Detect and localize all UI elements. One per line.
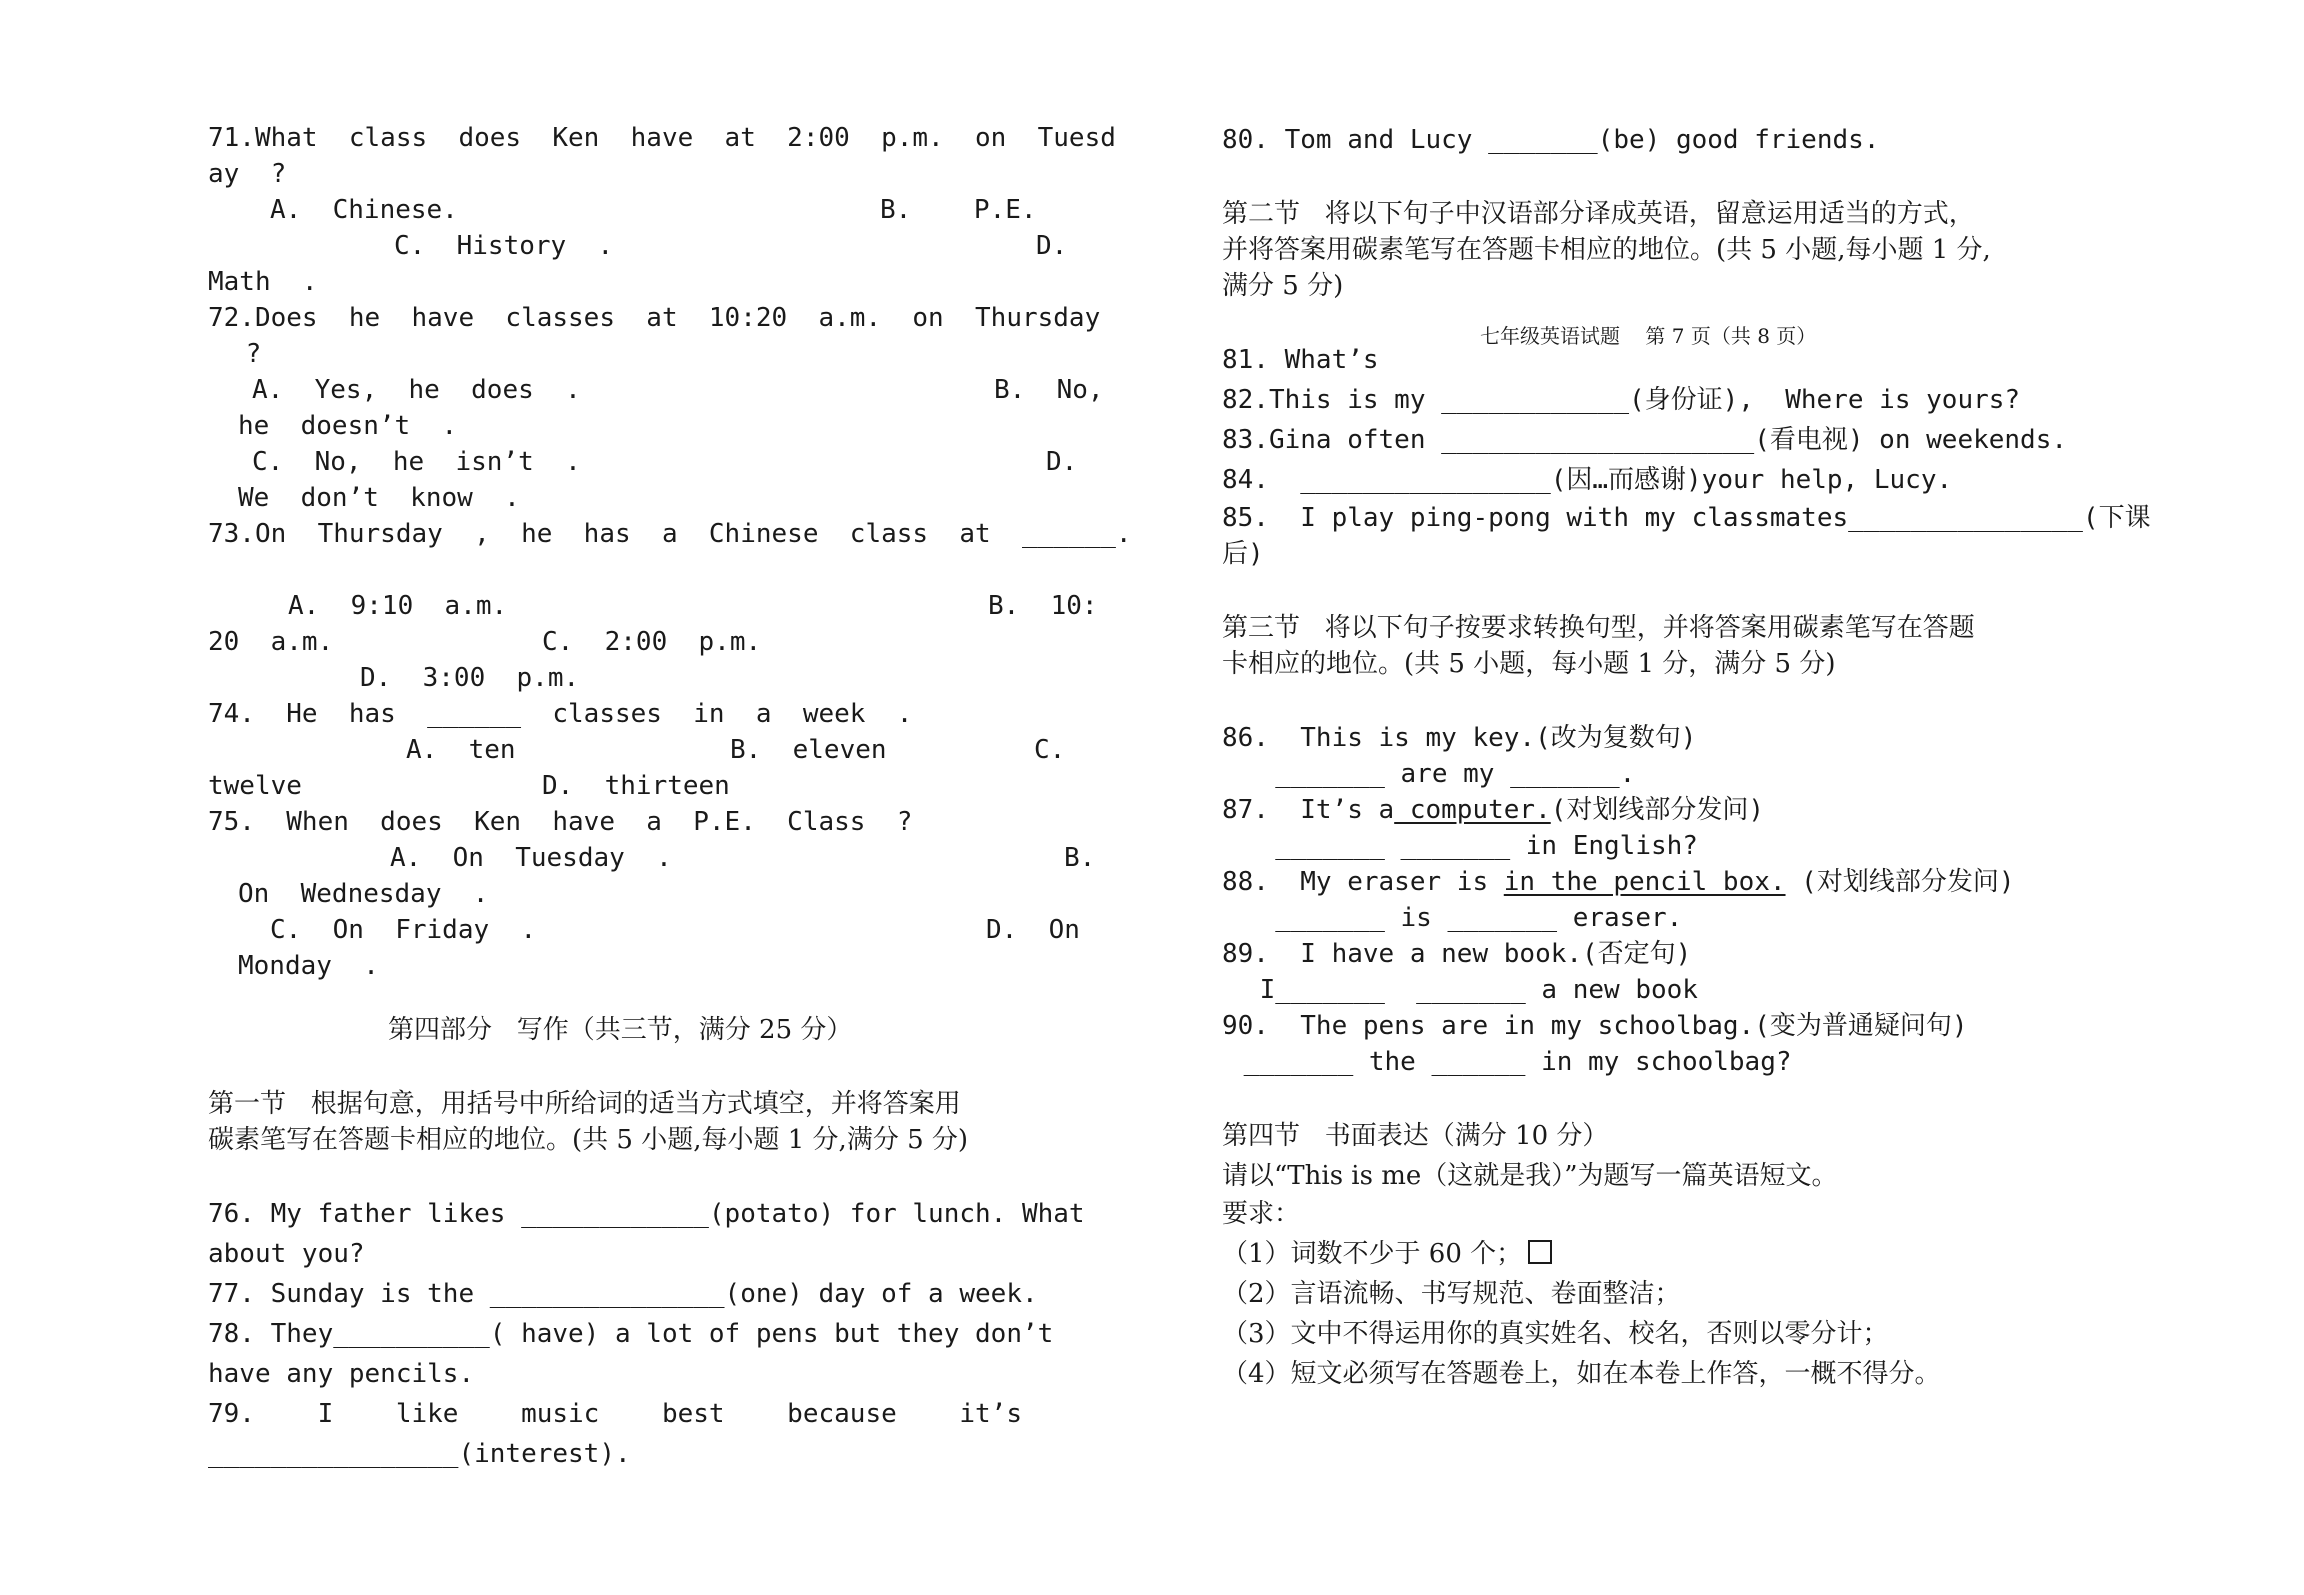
- section1-instruction-cont: 碳素笔写在答题卡相应的地位。(共 5 小题,每小题 1 分,满分 5 分): [208, 1125, 969, 1155]
- q88-text: [1222, 864, 2015, 900]
- q87-underlined: computer.: [1394, 795, 1551, 825]
- q72-option-b-label: B. No,: [994, 375, 1104, 405]
- requirement-3: （3）文中不得运用你的真实姓名、校名，否则以零分计；: [1222, 1319, 1889, 1349]
- q77-text: 77. Sunday is the _______________(one) day of a week.: [208, 1279, 1038, 1309]
- q72-option-d-label: D.: [1046, 447, 1078, 477]
- q85-text-cont: 后): [1222, 539, 1264, 569]
- page-footer: 七年级英语试题 第 7 页（共 8 页）: [1480, 324, 1817, 348]
- q74-option-d: D. thirteen: [542, 771, 730, 801]
- q74-stem: 74. He has ______ classes in a week .: [208, 699, 913, 729]
- q72-stem-cont: ?: [230, 339, 262, 369]
- q87-prefix: 87. It’s a: [1222, 795, 1395, 825]
- q71-stem-cont: ay ?: [208, 159, 287, 189]
- q74-option-b: B. eleven: [730, 735, 887, 765]
- section1-instruction: 第一节 根据句意，用括号中所给词的适当方式填空，并将答案用: [208, 1089, 961, 1119]
- q71-option-b: B. P.E.: [880, 195, 1037, 225]
- q72-option-a: A. Yes, he does .: [252, 375, 581, 405]
- q88-answer-line: _______ is _______ eraser.: [1244, 903, 1683, 933]
- q88-suffix: (对划线部分发问): [1785, 867, 2015, 897]
- q84-text: 84. ________________(因…而感谢)your help, Lucy.: [1222, 465, 1953, 495]
- q72-stem: 72.Does he have classes at 10:20 a.m. on Thursday: [208, 303, 1101, 333]
- q71-stem: 71.What class does Ken have at 2:00 p.m. on Tuesd: [208, 123, 1116, 153]
- q73-option-b-label: B. 10:: [988, 591, 1098, 621]
- q75-option-a: A. On Tuesday .: [390, 843, 672, 873]
- q74-option-c-label: C.: [1034, 735, 1066, 765]
- q75-option-b-label: B.: [1064, 843, 1096, 873]
- q88-prefix: 88. My eraser is: [1222, 867, 1504, 897]
- q87-suffix: (对划线部分发问): [1550, 795, 1765, 825]
- section2-instruction-end: 满分 5 分): [1222, 271, 1344, 301]
- q73-option-d: D. 3:00 p.m.: [360, 663, 580, 693]
- section4-title: 第四节 书面表达（满分 10 分）: [1222, 1121, 1609, 1151]
- q72-option-d-text: We don’t know .: [238, 483, 520, 513]
- q89-answer-line: I_______ _______ a new book: [1244, 975, 1698, 1005]
- q78-text-cont: have any pencils.: [208, 1359, 475, 1389]
- q75-stem: 75. When does Ken have a P.E. Class ?: [208, 807, 913, 837]
- section4-prompt: 请以“This is me（这就是我）”为题写一篇英语短文。: [1222, 1161, 1838, 1191]
- requirements-title: 要求：: [1222, 1199, 1301, 1229]
- q83-text: 83.Gina often ____________________(看电视) on weekends.: [1222, 425, 2068, 455]
- q80-text: 80. Tom and Lucy _______(be) good friends.: [1222, 125, 1880, 155]
- q72-option-b-text: he doesn’t .: [238, 411, 458, 441]
- requirement-4: （4）短文必须写在答题卷上，如在本卷上作答，一概不得分。: [1222, 1359, 1941, 1389]
- q87-text: [1222, 792, 1764, 828]
- q81-text: 81. What’s: [1222, 345, 1379, 375]
- q74-option-a: A. ten: [406, 735, 516, 765]
- part4-title: 第四部分 写作（共三节，满分 25 分）: [388, 1015, 853, 1045]
- q71-option-d-text: Math .: [208, 267, 318, 297]
- q90-answer-line: _______ the ______ in my schoolbag?: [1228, 1047, 1792, 1077]
- q73-option-b-text: 20 a.m.: [208, 627, 334, 657]
- q88-underlined: in the pencil box.: [1503, 867, 1786, 897]
- section3-instruction: 第三节 将以下句子按要求转换句型，并将答案用碳素笔写在答题: [1222, 613, 1975, 643]
- q79-text: 79. I like music best because it’s: [208, 1399, 1022, 1429]
- q72-option-c: C. No, he isn’t .: [252, 447, 581, 477]
- section3-instruction-cont: 卡相应的地位。(共 5 小题，每小题 1 分，满分 5 分): [1222, 649, 1836, 679]
- section2-instruction: 第二节 将以下句子中汉语部分译成英语，留意运用适当的方式，: [1222, 199, 1975, 229]
- q78-text: 78. They__________( have) a lot of pens but they don’t: [208, 1319, 1054, 1349]
- q73-stem: 73.On Thursday , he has a Chinese class at ______.: [208, 519, 1132, 549]
- q71-option-d-label: D.: [1036, 231, 1068, 261]
- q75-option-d-text: Monday .: [238, 951, 379, 981]
- q87-answer-line: _______ _______ in English?: [1244, 831, 1698, 861]
- requirement-1-text: （1）词数不少于 60 个；: [1222, 1239, 1523, 1269]
- q76-text: 76. My father likes ____________(potato) for lunch. What: [208, 1199, 1085, 1229]
- q90-text: 90. The pens are in my schoolbag.(变为普通疑问句): [1222, 1011, 1968, 1041]
- q75-option-d-label: D. On: [986, 915, 1080, 945]
- q73-option-c: C. 2:00 p.m.: [542, 627, 762, 657]
- q85-text: 85. I play ping-pong with my classmates_______________(下课: [1222, 503, 2151, 533]
- q74-option-c-text: twelve: [208, 771, 302, 801]
- checkbox-glyph-icon: [1528, 1240, 1552, 1264]
- q86-answer-line: _______ are my _______.: [1244, 759, 1636, 789]
- q86-text: 86. This is my key.(改为复数句): [1222, 723, 1697, 753]
- q75-option-b-text: On Wednesday .: [238, 879, 489, 909]
- requirement-1: [1222, 1236, 1552, 1272]
- q73-option-a: A. 9:10 a.m.: [288, 591, 508, 621]
- q82-text: 82.This is my ____________(身份证), Where is yours?: [1222, 385, 2021, 415]
- section2-instruction-cont: 并将答案用碳素笔写在答题卡相应的地位。(共 5 小题,每小题 1 分,: [1222, 235, 1991, 265]
- q71-option-c: C. History .: [394, 231, 614, 261]
- requirement-2: （2）言语流畅、书写规范、卷面整洁；: [1222, 1279, 1681, 1309]
- q76-text-cont: about you?: [208, 1239, 365, 1269]
- q89-text: 89. I have a new book.(否定句): [1222, 939, 1692, 969]
- q75-option-c: C. On Friday .: [270, 915, 537, 945]
- q79-text-cont: ________________(interest).: [208, 1439, 631, 1469]
- q71-option-a: A. Chinese.: [270, 195, 458, 225]
